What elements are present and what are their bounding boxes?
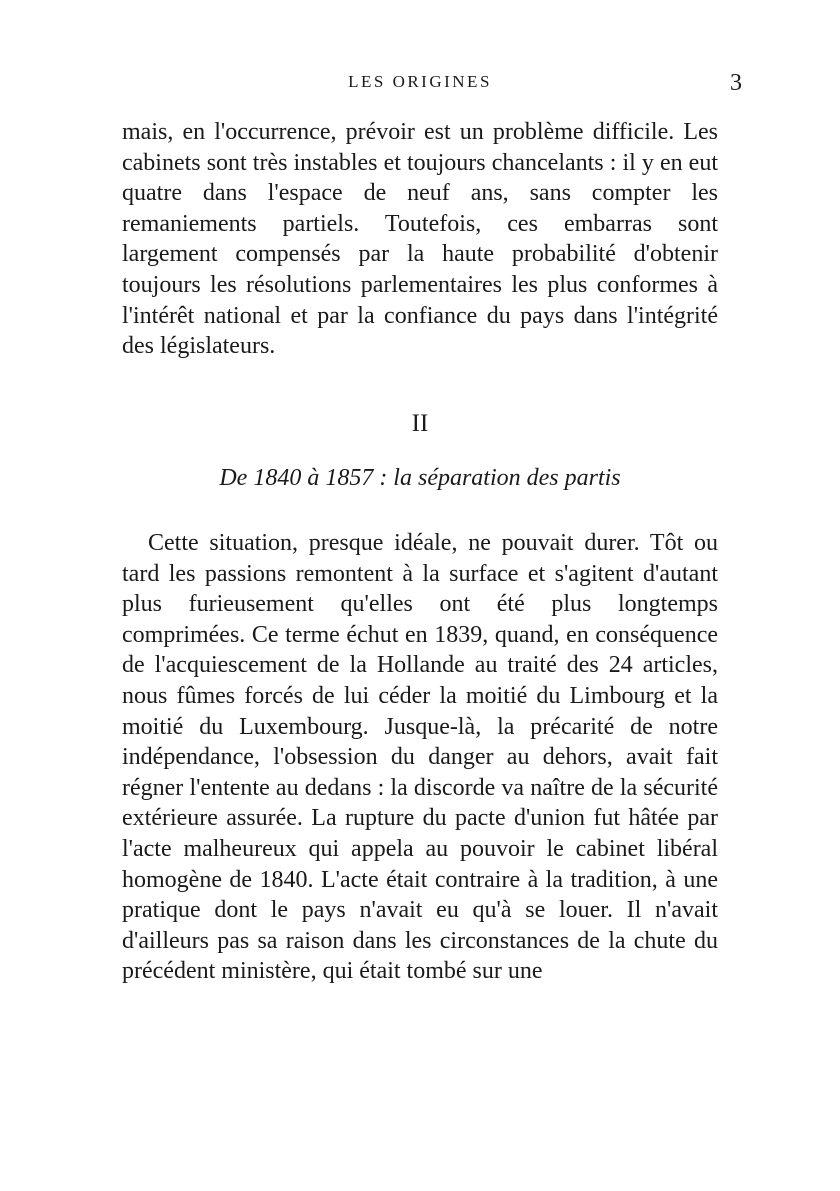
running-header [0,70,840,100]
section-title: De 1840 à 1857 : la séparation des partis [219,465,621,491]
running-title: LES ORIGINES [348,72,492,91]
main-paragraph-block [122,528,718,987]
continued-paragraph-block [122,117,718,362]
continued-paragraph: mais, en l'occurrence, prévoir est un problème difficile. Les cabinets sont très instables et toujours chancelants : il y en eut quatre dans l'espace de neuf ans, sans compter les remaniements partiels. Toutefois, ces embarras sont largement compensés par la haute probabilité d'obtenir toujours les résolutions parlementaires les plus conformes à l'intérêt national et par la confiance du pays dans l'intégrité des législateurs. [122,119,718,360]
section-number: II [411,410,429,437]
main-paragraph: Cette situation, presque idéale, ne pouvait durer. Tôt ou tard les passions remontent à la surface et s'agitent d'autant plus furieusement qu'elles ont été plus longtemps comprimées. Ce terme échut en 1839, quand, en conséquence de l'acquiescement de la Hollande au traité des 24 articles, nous fûmes forcés de lui céder la moitié du Limbourg et la moitié du Luxembourg. Jusque-là, la précarité de notre indépendance, l'obsession du danger au dehors, avait fait régner l'entente au dedans : la discorde va naître de la sécurité extérieure assurée. La rupture du pacte d'union fut hâtée par l'acte malheureux qui appela au pouvoir le cabinet libéral homogène de 1840. L'acte était contraire à la tradition, à une pratique dont le pays n'avait eu qu'à se louer. Il n'avait d'ailleurs pas sa raison dans les circonstances de la chute du précédent ministère, qui était tombé sur une [122,530,718,985]
page-number: 3 [730,70,742,96]
